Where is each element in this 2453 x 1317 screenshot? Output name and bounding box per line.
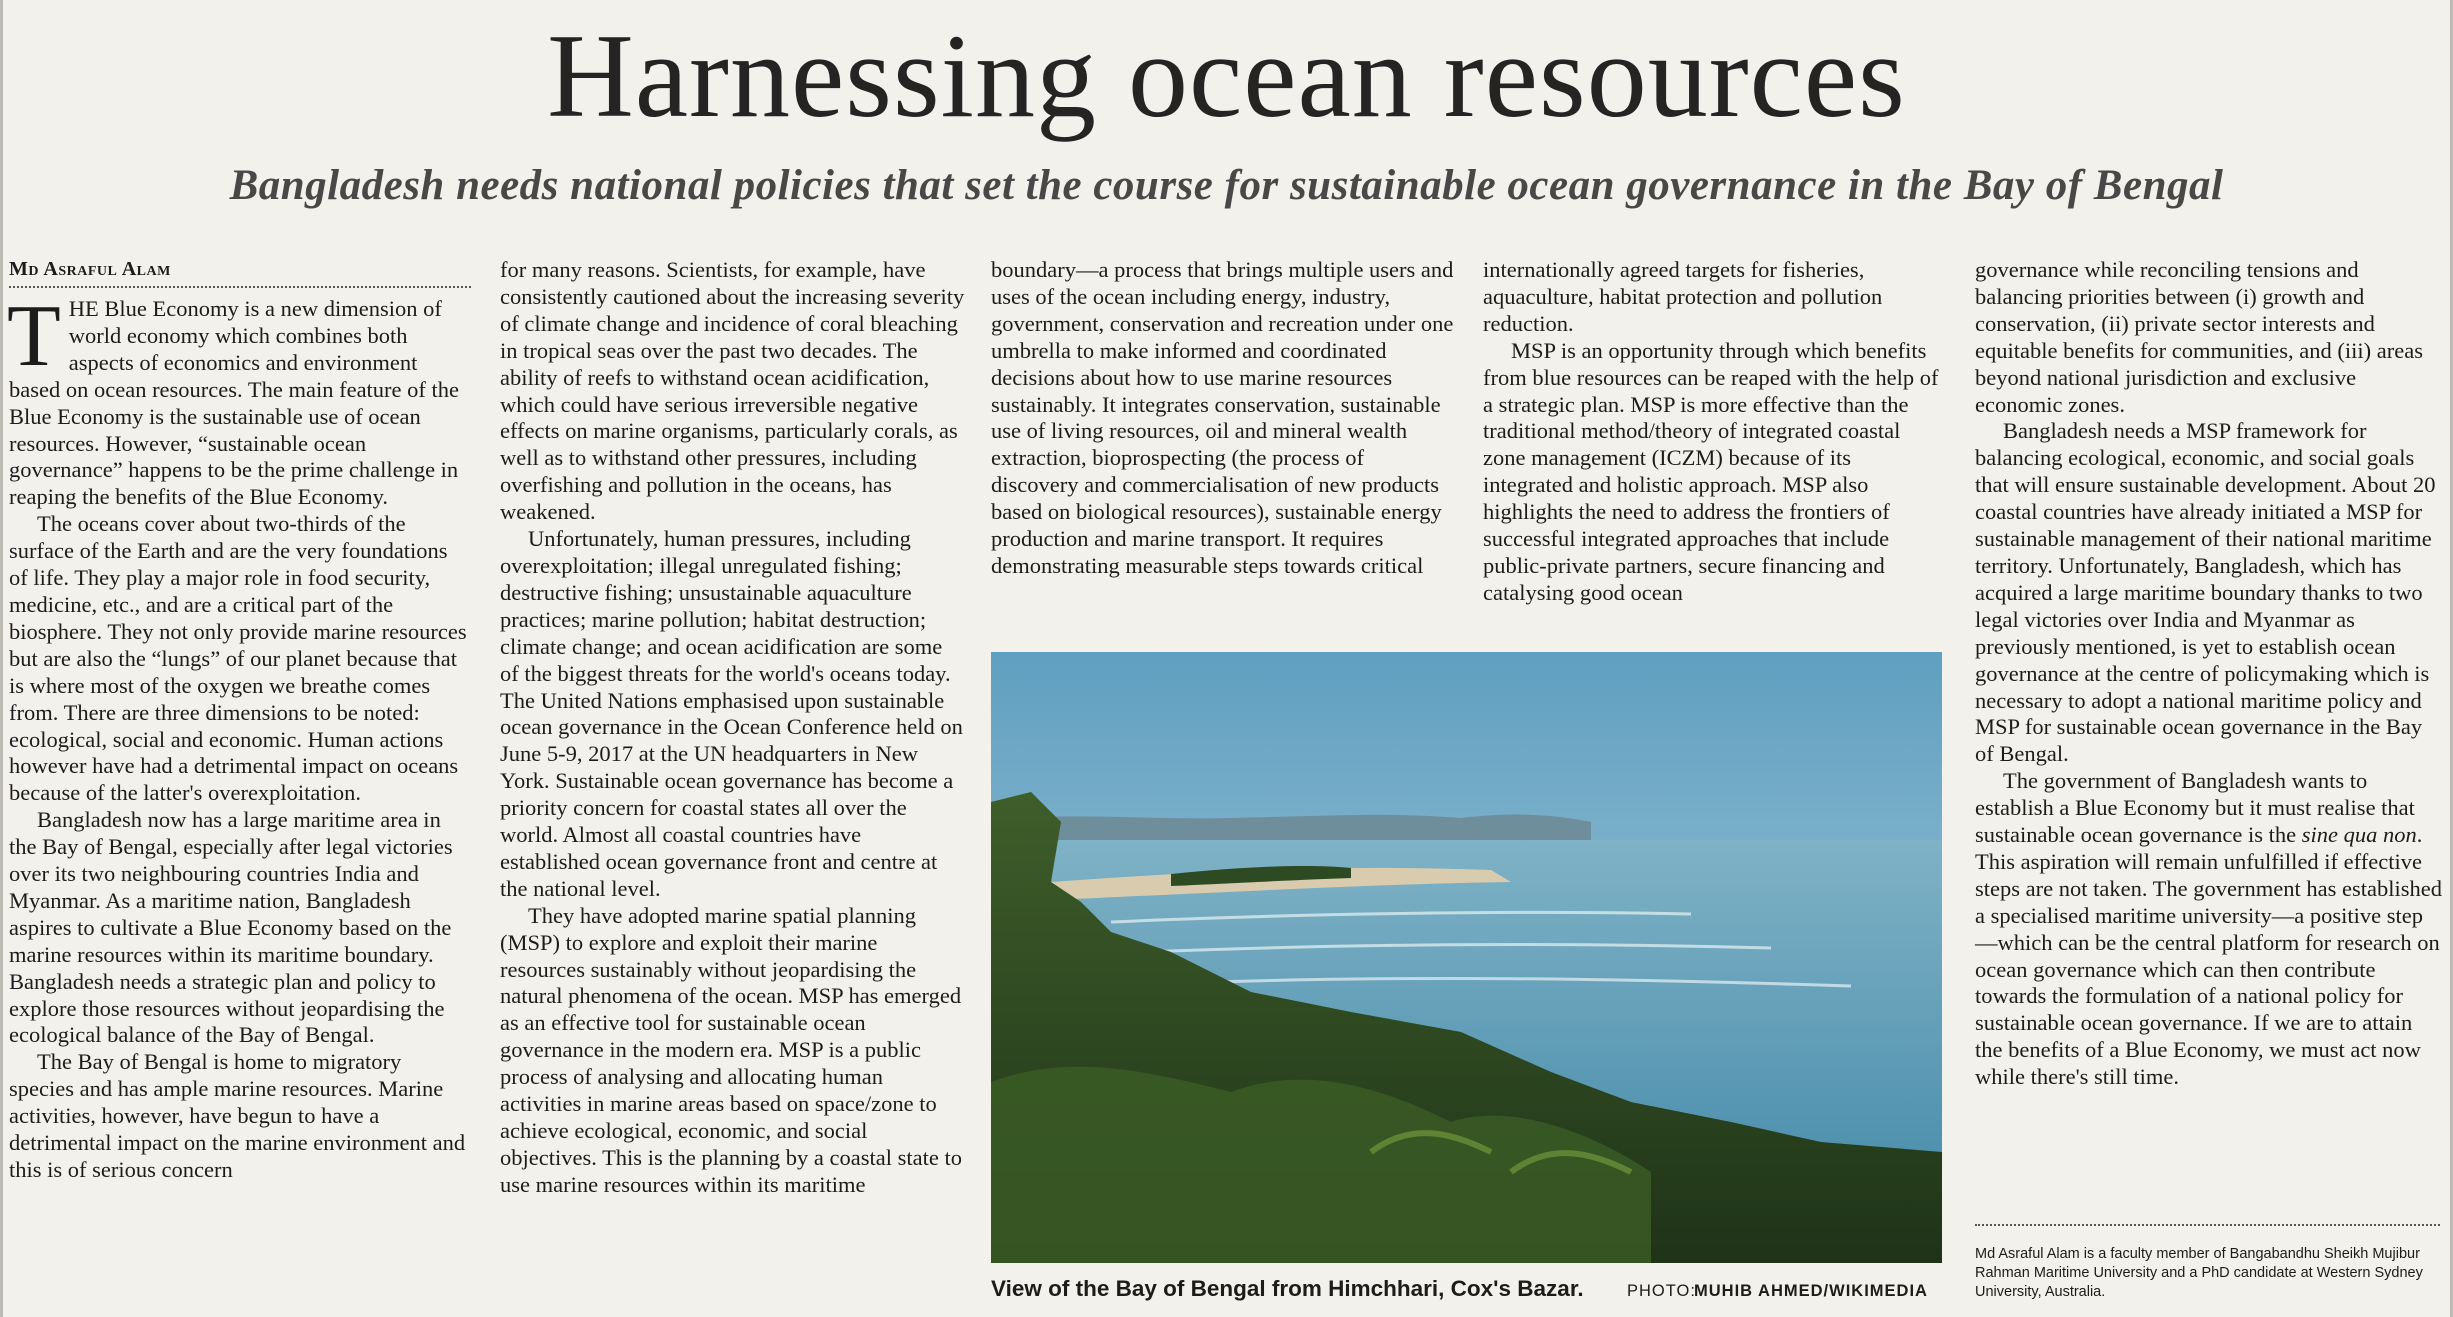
photo-credit-label: PHOTO: [1627,1282,1696,1300]
byline: Md Asraful Alam [9,256,471,288]
paragraph: governance while reconciling tensions and balancing priorities between (i) growth and conservation, (ii) private sector interests and equitable benefits for communities, and (iii) areas beyond national jurisdiction and exclusive economic zones. [1975,257,2423,417]
latin-phrase: sine qua non [2301,822,2417,848]
drop-cap: T [7,288,61,385]
paragraph: MSP is an opportunity through which benefits from blue resources can be reaped with the help of a strategic plan. MSP is more effective than the traditional method/theory of integrated coastal zone management (ICZM) because of its integrated and holistic approach. MSP also highlights the need to address the frontiers of successful integrated approaches that include public-private partners, secure financing and catalysing good ocean [1483,337,1939,605]
paragraph-text: . This aspiration will remain unfulfilled if effective steps are not taken. The government has established a specialised maritime university—a positive step—which can be the central platform for research on ocean governance which can then contribute towards the formulation of a national policy for sustainable ocean governance. If we are to attain the benefits of a Blue Economy, we must act now while there's still time. [1975,822,2442,1090]
paragraph: Bangladesh needs a MSP framework for balancing ecological, economic, and social goals that will ensure sustainable development. About 20 coastal countries have already initiated a MSP for sustainable management of their national maritime territory. Unfortunately, Bangladesh, which has acquired a large maritime boundary thanks to two legal victories over India and Myanmar as previously mentioned, is yet to establish ocean governance at the centre of policymaking which is necessary to adopt a national maritime policy and MSP for sustainable ocean governance in the Bay of Bengal. [1975,418,2436,767]
paragraph [1975,768,2442,1091]
column-1 [7,288,471,1184]
column-5 [1975,257,2442,1091]
photo-illustration [991,652,1942,1263]
column-4 [1483,257,1945,607]
bio-divider [1975,1224,2440,1226]
paragraph: The Bay of Bengal is home to migratory species and has ample marine resources. Marine activities, however, have begun to have a detrimental impact on the marine environment and this is of serious concern [9,1049,466,1182]
photo-credit-name: MUHIB AHMED/WIKIMEDIA [1694,1282,1928,1300]
column-3 [991,257,1456,580]
paragraph: Bangladesh now has a large maritime area in the Bay of Bengal, especially after legal victories over its two neighbouring countries India and Myanmar. As a maritime nation, Bangladesh aspires to cultivate a Blue Economy based on the marine resources within its maritime boundary. Bangladesh needs a strategic plan and policy to explore those resources without jeopardising the ecological balance of the Bay of Bengal. [9,807,453,1048]
column-2 [500,257,965,1199]
paragraph: They have adopted marine spatial planning (MSP) to explore and exploit their marine resources sustainably without jeopardising the natural phenomena of the ocean. MSP has emerged as an effective tool for sustainable ocean governance in the modern era. MSP is a public process of analysing and allocating human activities in marine areas based on space/zone to achieve ecological, economic, and social objectives. This is the planning by a coastal state to use marine resources within its maritime [500,902,962,1197]
paragraph: boundary—a process that brings multiple users and uses of the ocean including energy, industry, government, conservation and recreation under one umbrella to make informed and coordinated decisions about how to use marine resources sustainably. It integrates conservation, sustainable use of living resources, oil and mineral wealth extraction, bioprospecting (the process of discovery and commercialisation of new products based on biological resources), sustainable energy production and marine transport. It requires demonstrating measurable steps towards critical [991,257,1454,578]
standfirst: Bangladesh needs national policies that set the course for sustainable ocean governance in the Bay of Bengal [229,162,2224,209]
paragraph: Unfortunately, human pressures, including overexploitation; illegal unregulated fishing; destructive fishing; unsustainable aquaculture practices; marine pollution; habitat destruction; climate change; and ocean acidification are some of the biggest threats for the world's oceans today. The United Nations emphasised upon sustainable ocean governance in the Ocean Conference held on June 5-9, 2017 at the UN headquarters in New York. Sustainable ocean governance has become a priority concern for coastal states all over the world. Almost all coastal countries have established ocean governance front and centre at the national level. [500,526,963,901]
photo-caption: View of the Bay of Bengal from Himchhari, Cox's Bazar. [991,1276,1584,1301]
bay-of-bengal-photo [991,652,1942,1263]
paragraph-text: The government of Bangladesh wants to establish a Blue Economy but it must realise that sustainable ocean governance is the [1975,768,2415,848]
paragraph: for many reasons. Scientists, for example, have consistently cautioned about the increasing severity of climate change and incidence of coral bleaching in tropical seas over the past two decades. The ability of reefs to withstand ocean acidification, which could have serious irreversible negative effects on marine organisms, particularly corals, as well as to withstand other pressures, including overfishing and pollution in the oceans, has weakened. [500,257,965,525]
paragraph-text: HE Blue Economy is a new dimension of world economy which combines both aspects of economics and environment based on ocean resources. The main feature of the Blue Economy is the sustainable use of ocean resources. However, “sustainable ocean governance” happens to be the prime challenge in reaping the benefits of the Blue Economy. [9,296,460,510]
paragraph: The oceans cover about two-thirds of the surface of the Earth and are the very foundations of life. They play a major role in food security, medicine, etc., and are a critical part of the biosphere. They not only provide marine resources but are also the “lungs” of our planet because that is where most of the oxygen we breathe comes from. There are three dimensions to be noted: ecological, social and economic. Human actions however have had a detrimental impact on oceans because of the latter's overexploitation. [9,511,467,806]
author-bio: Md Asraful Alam is a faculty member of Bangabandhu Sheikh Mujibur Rahman Maritime University and a PhD candidate at Western Sydney University, Australia. [1975,1246,2423,1300]
headline: Harnessing ocean resources [547,9,1906,142]
paragraph [7,288,471,511]
paragraph: internationally agreed targets for fisheries, aquaculture, habitat protection and pollution reduction. [1483,257,1883,336]
